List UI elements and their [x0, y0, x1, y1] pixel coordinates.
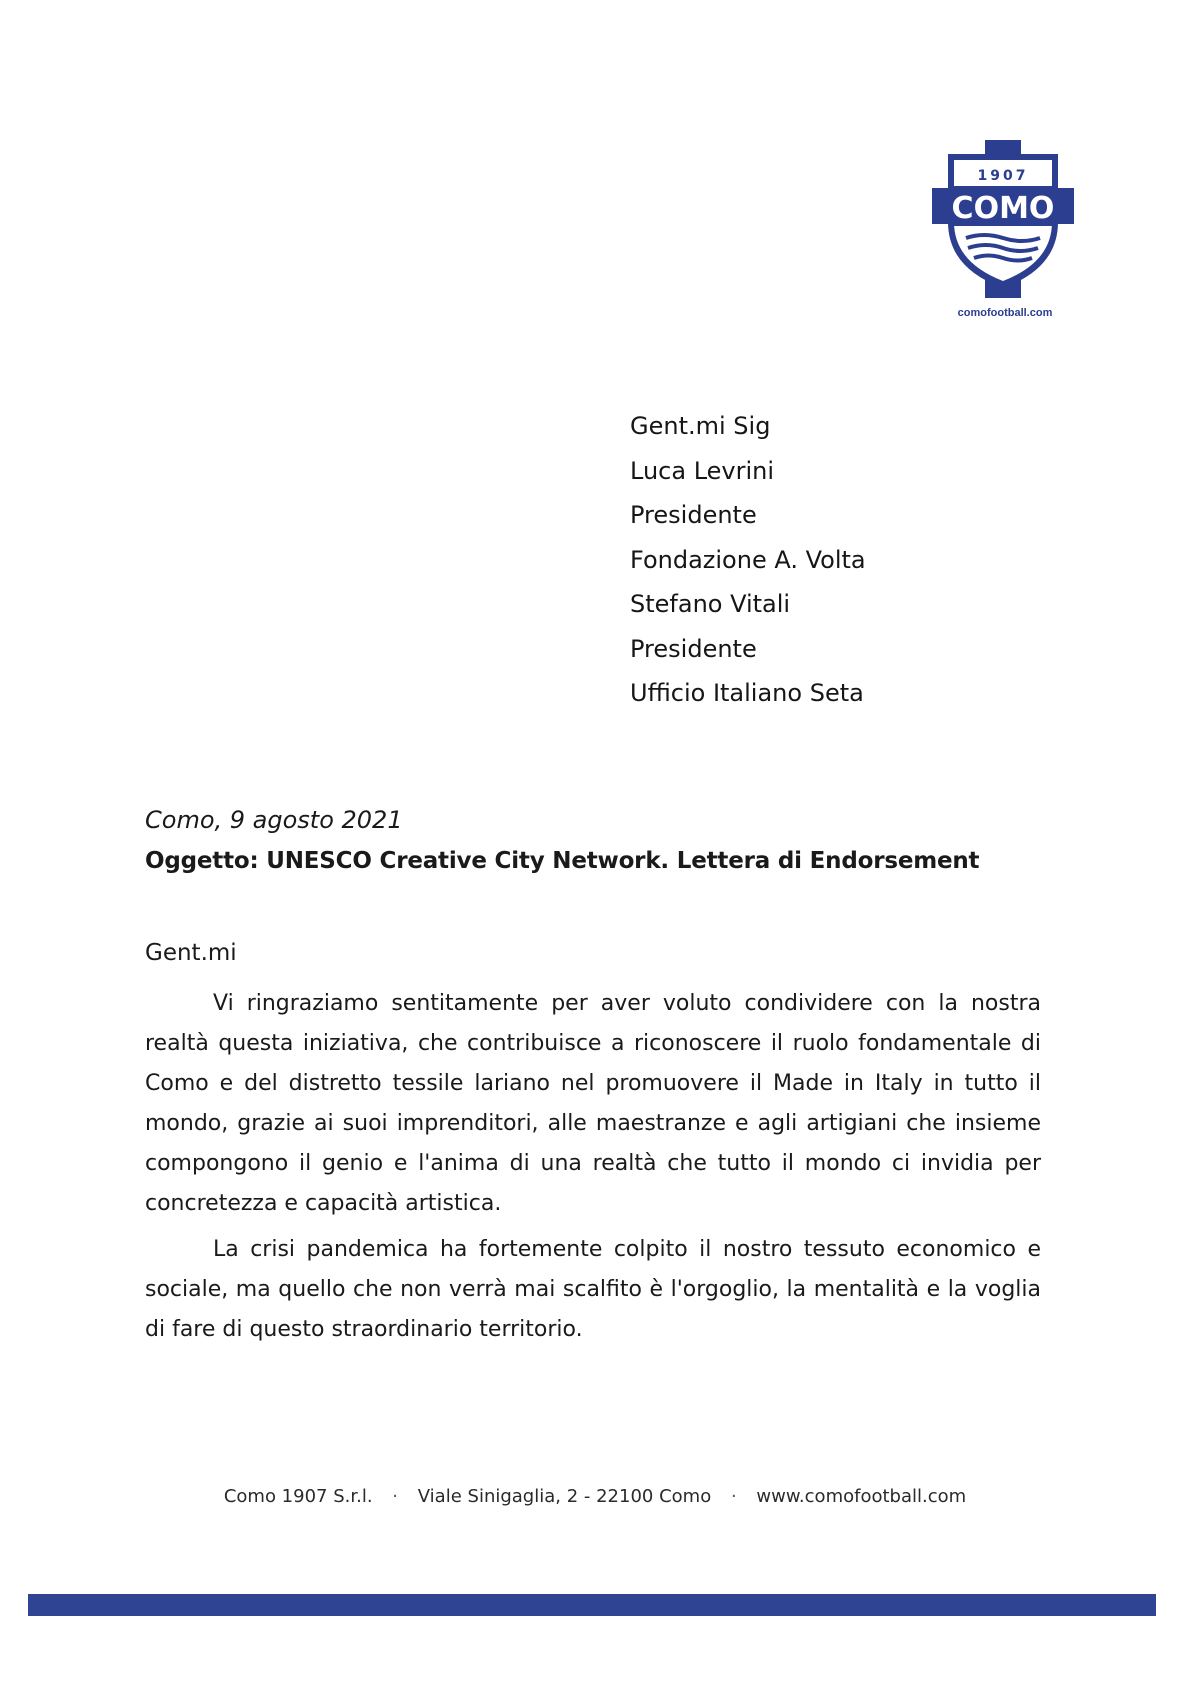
recipient-line: Ufficio Italiano Seta — [630, 679, 864, 707]
footer-separator: · — [730, 1486, 737, 1507]
date-line: Como, 9 agosto 2021 — [145, 806, 403, 834]
salutation: Gent.mi — [145, 940, 237, 966]
logo-name: COMO — [951, 191, 1055, 226]
logo-website: comofootball.com — [957, 307, 1053, 319]
footer-website[interactable]: www.comofootball.com — [756, 1486, 967, 1507]
como-crest-logo — [932, 140, 1074, 298]
recipients-block — [630, 404, 866, 716]
logo-year: 1907 — [977, 168, 1029, 184]
recipient-line: Gent.mi Sig — [630, 412, 771, 440]
recipient-line: Presidente — [630, 501, 757, 529]
body-paragraph: La crisi pandemica ha fortemente colpito il nostro tessuto economico e sociale, ma quello che non verrà mai scalfito è l'orgoglio, la mentalità e la voglia di fare di questo straordinario territorio. — [145, 1237, 1041, 1342]
recipient-line: Luca Levrini — [630, 456, 775, 485]
subject-line: Oggetto: UNESCO Creative City Network. Lettera di Endorsement — [145, 848, 980, 874]
footer-address: Viale Sinigaglia, 2 - 22100 Como — [417, 1486, 712, 1507]
recipient-line: Fondazione A. Volta — [630, 545, 866, 574]
footer-company: Como 1907 S.r.l. — [223, 1486, 373, 1507]
footer-separator: · — [392, 1486, 399, 1507]
body-paragraph: Vi ringraziamo sentitamente per aver voluto condividere con la nostra realtà questa iniziativa, che contribuisce a riconoscere il ruolo fondamentale di Como e del distretto tessile lariano nel promuovere il Made in Italy in tutto il mondo, grazie ai suoi imprenditori, alle maestranze e agli artigiani che insieme compongono il genio e l'anima di una realtà che tutto il mondo ci invidia per concretezza e capacità artistica. — [145, 991, 1041, 1216]
recipient-line: Presidente — [630, 634, 757, 663]
footer-color-bar — [28, 1594, 1156, 1616]
letter-body — [145, 984, 1041, 1356]
recipient-line: Stefano Vitali — [630, 590, 791, 618]
footer-address-line — [0, 1486, 1190, 1507]
